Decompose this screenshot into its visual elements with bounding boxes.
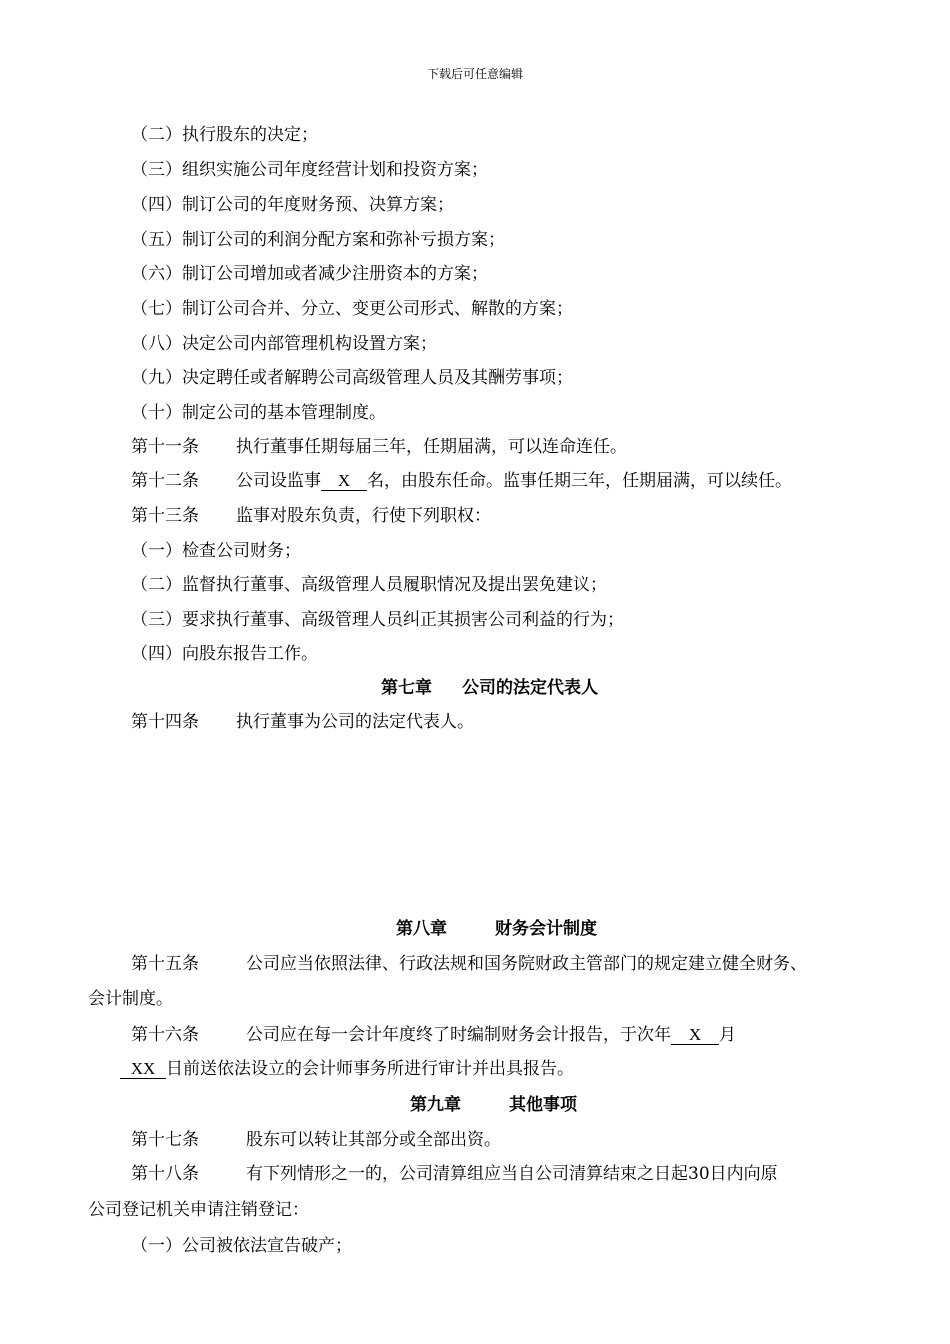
page-header: 下载后可任意编辑: [426, 67, 523, 81]
article-13: [131, 505, 491, 527]
article-12: [131, 470, 792, 492]
list-item: （一）公司被依法宣告破产；: [131, 1236, 352, 1256]
article-11: [131, 436, 627, 458]
chapter-number: 第九章: [410, 1095, 461, 1115]
article-14: [131, 711, 474, 733]
chapter-number: 第八章: [396, 919, 447, 939]
article-18: [131, 1163, 778, 1185]
article-text: 公司应当依照法律、行政法规和国务院财政主管部门的规定建立健全财务、: [246, 954, 807, 974]
article-text: 日前送依法设立的会计师事务所进行审计并出具报告。: [166, 1059, 574, 1079]
fill-blank: X: [321, 472, 367, 491]
list-item: （四）向股东报告工作。: [131, 644, 318, 664]
chapter-title: 其他事项: [509, 1095, 577, 1115]
list-item: （九）决定聘任或者解聘公司高级管理人员及其酬劳事项；: [131, 368, 573, 388]
article-15: [131, 953, 807, 975]
list-item: （八）决定公司内部管理机构设置方案；: [131, 334, 437, 354]
chapter-heading: [410, 1094, 577, 1116]
chapter-heading: [396, 918, 597, 940]
list-item: （六）制订公司增加或者减少注册资本的方案；: [131, 264, 488, 284]
fill-blank: XX: [120, 1060, 166, 1079]
article-text: 执行董事任期每届三年，任期届满，可以连命连任。: [236, 437, 627, 457]
article-text: 执行董事为公司的法定代表人。: [236, 712, 474, 732]
article-text: 名，由股东任命。监事任期三年，任期届满，可以续任。: [367, 471, 792, 491]
chapter-title: 公司的法定代表人: [462, 678, 598, 698]
article-text: 公司设监事: [236, 471, 321, 491]
article-number: 第十八条: [131, 1164, 199, 1184]
article-16-cont: [120, 1058, 574, 1080]
article-16: [131, 1024, 736, 1046]
article-15-cont: 会计制度。: [88, 989, 173, 1009]
article-number: 第十五条: [131, 954, 199, 974]
list-item: （二）执行股东的决定；: [131, 125, 318, 145]
article-text: 监事对股东负责，行使下列职权：: [236, 506, 491, 526]
list-item: （二）监督执行董事、高级管理人员履职情况及提出罢免建议；: [131, 575, 607, 595]
chapter-title: 财务会计制度: [495, 919, 597, 939]
chapter-heading: [381, 677, 598, 699]
list-item: （三）要求执行董事、高级管理人员纠正其损害公司利益的行为；: [131, 610, 624, 630]
article-text: 股东可以转让其部分或全部出资。: [246, 1130, 501, 1150]
article-text: 有下列情形之一的，公司清算组应当自公司清算结束之日起30日内向原: [246, 1164, 778, 1184]
article-number: 第十一条: [131, 437, 199, 457]
article-number: 第十四条: [131, 712, 199, 732]
list-item: （三）组织实施公司年度经营计划和投资方案；: [131, 160, 488, 180]
list-item: （十）制定公司的基本管理制度。: [131, 403, 386, 423]
article-text: 月: [719, 1025, 736, 1045]
list-item: （五）制订公司的利润分配方案和弥补亏损方案；: [131, 230, 505, 250]
article-17: [131, 1129, 501, 1151]
article-18-cont: 公司登记机关申请注销登记：: [88, 1200, 309, 1220]
article-number: 第十二条: [131, 471, 199, 491]
article-number: 第十七条: [131, 1130, 199, 1150]
list-item: （一）检查公司财务；: [131, 541, 301, 561]
article-text: 公司应在每一会计年度终了时编制财务会计报告，于次年: [246, 1025, 671, 1045]
list-item: （七）制订公司合并、分立、变更公司形式、解散的方案；: [131, 299, 573, 319]
article-number: 第十三条: [131, 506, 199, 526]
article-number: 第十六条: [131, 1025, 199, 1045]
chapter-number: 第七章: [381, 678, 432, 698]
list-item: （四）制订公司的年度财务预、决算方案；: [131, 195, 454, 215]
fill-blank: X: [671, 1026, 719, 1045]
